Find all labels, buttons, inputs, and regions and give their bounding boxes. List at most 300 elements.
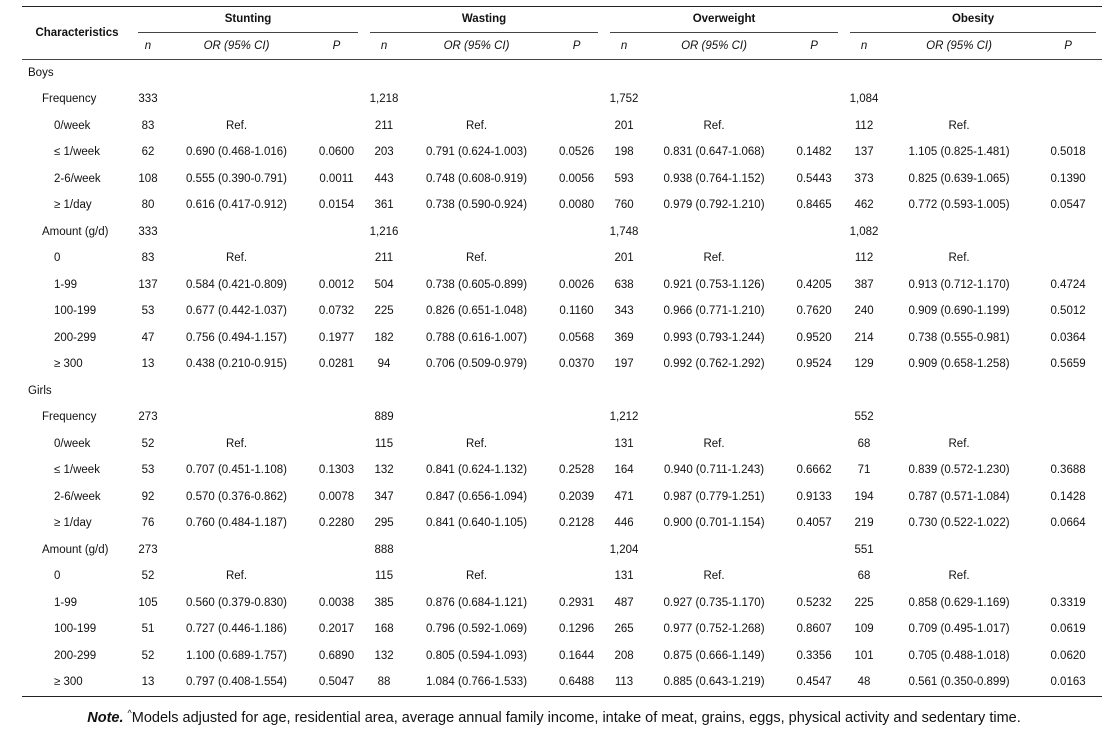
n-cell: 53 — [141, 305, 155, 318]
or-cell: 0.709 (0.495-1.017) — [908, 623, 1010, 636]
p-cell — [549, 219, 604, 246]
p-cell — [549, 113, 604, 140]
n-cell: 1,084 — [849, 93, 879, 106]
n-cell: 132 — [374, 649, 394, 662]
n-cell — [132, 378, 164, 405]
n-cell: 129 — [854, 358, 874, 371]
p-cell: 0.0011 — [319, 172, 354, 185]
n-cell: 13 — [141, 358, 155, 371]
n-cell: 471 — [614, 490, 634, 503]
subheader-p: P — [549, 33, 604, 60]
table-row — [22, 166, 1102, 193]
n-cell: 552 — [854, 411, 874, 424]
p-cell: 0.6488 — [549, 670, 604, 697]
n-cell: 80 — [141, 199, 155, 212]
or-cell: 0.748 (0.608-0.919) — [426, 172, 528, 185]
table-row — [22, 458, 1102, 485]
n-cell: 13 — [132, 670, 164, 697]
p-cell: 0.0526 — [558, 146, 595, 159]
p-cell — [1034, 60, 1102, 87]
or-cell: 0.756 (0.494-1.157) — [185, 331, 288, 344]
or-cell: 0.831 (0.647-1.068) — [663, 146, 765, 159]
p-cell: 0.1296 — [558, 623, 595, 636]
n-cell: 273 — [138, 411, 158, 424]
p-cell — [309, 431, 364, 458]
or-cell: 0.979 (0.792-1.210) — [663, 199, 765, 212]
table-row — [22, 564, 1102, 591]
or-cell: 0.616 (0.417-0.912) — [185, 199, 288, 212]
p-cell: 0.0568 — [558, 331, 595, 344]
or-cell — [884, 87, 1034, 114]
subheader-or: OR (95% CI) — [164, 33, 309, 60]
n-cell: 197 — [614, 358, 634, 371]
n-cell — [364, 378, 404, 405]
or-cell: 0.705 (0.488-1.018) — [908, 649, 1010, 662]
n-cell: 132 — [374, 464, 394, 477]
p-cell — [309, 378, 364, 405]
or-cell: 0.921 (0.753-1.126) — [663, 278, 765, 291]
p-cell: 0.0732 — [318, 305, 355, 318]
or-cell: Ref. — [465, 570, 488, 583]
p-cell: 0.5018 — [1050, 146, 1086, 159]
header-row-subheaders — [22, 33, 1102, 60]
row-label: 100-199 — [54, 623, 97, 636]
or-cell — [404, 60, 549, 87]
or-cell — [404, 87, 549, 114]
n-cell: 487 — [614, 596, 634, 609]
p-cell: 0.0620 — [1050, 649, 1086, 662]
group-header-stunting — [132, 7, 364, 34]
note-marker: ^ — [127, 708, 132, 718]
table-note — [0, 708, 1108, 726]
or-cell: Ref. — [948, 570, 970, 583]
subheader-n: n — [364, 33, 404, 60]
or-cell: 0.560 (0.379-0.830) — [185, 596, 288, 609]
or-cell: 1.100 (0.689-1.757) — [185, 649, 288, 662]
n-cell: 203 — [374, 146, 394, 159]
n-cell: 214 — [854, 331, 874, 344]
row-label: Amount (g/d) — [42, 225, 109, 238]
or-cell: Ref. — [465, 119, 488, 132]
or-cell — [644, 87, 784, 114]
or-cell — [644, 537, 784, 564]
or-cell — [884, 60, 1034, 87]
p-cell — [784, 219, 844, 246]
or-cell: 0.858 (0.629-1.169) — [908, 596, 1010, 609]
p-cell: 0.3688 — [1050, 464, 1086, 477]
n-cell: 83 — [141, 252, 155, 265]
or-cell: 0.839 (0.572-1.230) — [908, 464, 1010, 477]
p-cell — [784, 431, 844, 458]
p-cell: 0.2128 — [558, 517, 595, 530]
n-cell: 347 — [374, 490, 394, 503]
group-header-wasting — [364, 7, 604, 34]
n-cell: 593 — [614, 172, 634, 185]
n-cell: 265 — [614, 623, 634, 636]
p-cell: 0.0370 — [558, 358, 595, 371]
n-cell: 137 — [138, 278, 158, 291]
n-cell: 137 — [854, 146, 874, 159]
or-cell: 0.992 (0.762-1.292) — [663, 358, 765, 371]
or-cell: 0.796 (0.592-1.069) — [426, 623, 528, 636]
n-cell: 115 — [374, 437, 394, 450]
row-label: Frequency — [42, 411, 97, 424]
or-cell: 0.966 (0.771-1.210) — [663, 305, 765, 318]
n-cell: 1,082 — [849, 225, 879, 238]
results-table — [22, 6, 1102, 697]
table-row — [22, 670, 1102, 697]
n-cell — [604, 378, 644, 405]
row-label: Amount (g/d) — [42, 543, 109, 556]
or-cell: Ref. — [948, 119, 970, 132]
n-cell: 198 — [614, 146, 634, 159]
n-cell: 76 — [141, 517, 155, 530]
p-cell: 0.0154 — [318, 199, 355, 212]
n-cell: 387 — [854, 278, 874, 291]
or-cell: 0.706 (0.509-0.979) — [426, 358, 528, 371]
or-cell: 0.561 (0.350-0.899) — [884, 670, 1034, 697]
n-cell: 333 — [138, 225, 158, 238]
p-cell: 0.1977 — [318, 331, 355, 344]
p-cell: 0.4205 — [796, 278, 832, 291]
or-cell: 0.760 (0.484-1.187) — [185, 517, 288, 530]
n-cell: 1,752 — [609, 93, 639, 106]
table-row — [22, 511, 1102, 538]
or-cell — [644, 405, 784, 432]
p-cell — [309, 405, 364, 432]
or-cell: 0.555 (0.390-0.791) — [185, 172, 288, 185]
n-cell: 225 — [374, 305, 394, 318]
or-cell: 0.940 (0.711-1.243) — [663, 464, 765, 477]
row-label: 0 — [54, 570, 61, 583]
p-cell — [1034, 431, 1102, 458]
or-cell: 0.738 (0.590-0.924) — [426, 199, 528, 212]
header-row-groups — [22, 7, 1102, 34]
characteristics-header: Characteristics — [22, 7, 132, 60]
n-cell: 208 — [614, 649, 634, 662]
subheader-n: n — [132, 33, 164, 60]
or-cell: 0.570 (0.376-0.862) — [185, 490, 288, 503]
or-cell: 0.900 (0.701-1.154) — [663, 517, 765, 530]
row-label: 0 — [54, 252, 61, 265]
or-cell: 0.584 (0.421-0.809) — [185, 278, 288, 291]
group-header-overweight — [604, 7, 844, 34]
row-label: ≥ 300 — [22, 670, 132, 697]
row-label: Frequency — [42, 93, 97, 106]
or-cell — [164, 87, 309, 114]
p-cell — [549, 378, 604, 405]
p-cell — [1034, 564, 1102, 591]
p-cell: 0.2039 — [558, 490, 595, 503]
section-label: Boys — [28, 66, 54, 79]
or-cell: Ref. — [225, 252, 248, 265]
or-cell: 0.913 (0.712-1.170) — [908, 278, 1010, 291]
group-header-label: Stunting — [138, 7, 358, 33]
n-cell: 92 — [141, 490, 155, 503]
p-cell: 0.9133 — [796, 490, 832, 503]
p-cell — [549, 431, 604, 458]
n-cell: 333 — [138, 93, 158, 106]
or-cell: Ref. — [465, 252, 488, 265]
n-cell: 131 — [614, 437, 634, 450]
or-cell: 0.787 (0.571-1.084) — [908, 490, 1010, 503]
table-row — [22, 643, 1102, 670]
subheader-p: P — [309, 33, 364, 60]
n-cell: 385 — [374, 596, 394, 609]
n-cell: 47 — [141, 331, 155, 344]
section-label: Girls — [28, 384, 52, 397]
row-label: 200-299 — [54, 331, 97, 344]
n-cell: 225 — [854, 596, 874, 609]
n-cell: 108 — [138, 172, 158, 185]
table-row — [22, 325, 1102, 352]
n-cell: 443 — [374, 172, 394, 185]
p-cell: 0.0026 — [558, 278, 595, 291]
or-cell — [164, 219, 309, 246]
n-cell — [844, 378, 884, 405]
n-cell: 201 — [614, 252, 634, 265]
or-cell: 0.987 (0.779-1.251) — [663, 490, 765, 503]
p-cell: 0.2528 — [558, 464, 595, 477]
or-cell: 0.791 (0.624-1.003) — [426, 146, 528, 159]
or-cell — [164, 405, 309, 432]
or-cell: 0.730 (0.522-1.022) — [908, 517, 1010, 530]
row-label: 1-99 — [54, 596, 78, 609]
or-cell: 0.738 (0.555-0.981) — [908, 331, 1010, 344]
n-cell: 53 — [141, 464, 155, 477]
or-cell: 0.727 (0.446-1.186) — [185, 623, 288, 636]
p-cell: 0.5012 — [1050, 305, 1086, 318]
subheader-or: OR (95% CI) — [644, 33, 784, 60]
p-cell: 0.0038 — [318, 596, 355, 609]
subheader-or: OR (95% CI) — [884, 33, 1034, 60]
n-cell: 109 — [854, 623, 874, 636]
table-row — [22, 405, 1102, 432]
n-cell: 295 — [374, 517, 394, 530]
n-cell: 551 — [854, 543, 874, 556]
p-cell: 0.0600 — [318, 146, 355, 159]
n-cell: 113 — [604, 670, 644, 697]
p-cell: 0.3319 — [1050, 596, 1086, 609]
n-cell: 369 — [614, 331, 634, 344]
p-cell: 0.6890 — [318, 649, 355, 662]
n-cell: 373 — [854, 172, 874, 185]
table-row — [22, 140, 1102, 167]
p-cell — [784, 246, 844, 273]
n-cell: 462 — [854, 199, 874, 212]
n-cell: 52 — [141, 570, 155, 583]
or-cell — [164, 378, 309, 405]
or-cell: 0.876 (0.684-1.121) — [426, 596, 528, 609]
p-cell — [784, 87, 844, 114]
n-cell: 115 — [374, 570, 394, 583]
group-header-label: Wasting — [370, 7, 598, 33]
n-cell: 164 — [614, 464, 634, 477]
p-cell — [549, 246, 604, 273]
table-row — [22, 617, 1102, 644]
n-cell: 504 — [374, 278, 394, 291]
p-cell — [309, 113, 364, 140]
p-cell — [309, 564, 364, 591]
table-row — [22, 484, 1102, 511]
n-cell: 88 — [364, 670, 404, 697]
subheader-p: P — [1034, 33, 1102, 60]
p-cell: 0.1390 — [1050, 172, 1086, 185]
p-cell — [549, 537, 604, 564]
or-cell: 1.084 (0.766-1.533) — [404, 670, 549, 697]
p-cell: 0.9524 — [796, 358, 832, 371]
or-cell — [884, 378, 1034, 405]
n-cell: 889 — [374, 411, 394, 424]
n-cell: 1,216 — [369, 225, 399, 238]
or-cell: Ref. — [465, 437, 488, 450]
n-cell: 1,218 — [369, 93, 399, 106]
n-cell: 168 — [374, 623, 394, 636]
n-cell: 201 — [614, 119, 634, 132]
n-cell: 62 — [141, 146, 155, 159]
p-cell: 0.2931 — [558, 596, 595, 609]
p-cell: 0.2280 — [318, 517, 355, 530]
n-cell: 638 — [614, 278, 634, 291]
or-cell — [884, 219, 1034, 246]
p-cell: 0.0056 — [558, 172, 595, 185]
row-label: ≥ 1/day — [54, 199, 92, 212]
or-cell: 0.847 (0.656-1.094) — [426, 490, 528, 503]
or-cell: Ref. — [225, 119, 248, 132]
n-cell — [604, 60, 644, 87]
p-cell: 0.1160 — [559, 305, 594, 318]
or-cell: 0.690 (0.468-1.016) — [185, 146, 288, 159]
subheader-n: n — [604, 33, 644, 60]
p-cell — [1034, 219, 1102, 246]
p-cell: 0.4547 — [784, 670, 844, 697]
n-cell: 112 — [854, 252, 874, 265]
row-label: 2-6/week — [54, 172, 101, 185]
n-cell: 68 — [857, 437, 871, 450]
table-body — [22, 60, 1102, 697]
row-label: ≥ 300 — [54, 358, 83, 371]
note-text: Models adjusted for age, residential area, average annual family income, intake of meat, grains, eggs, physical activity and sedentary time. — [131, 709, 1021, 726]
p-cell: 0.8607 — [796, 623, 832, 636]
or-cell: 0.909 (0.690-1.199) — [908, 305, 1010, 318]
n-cell: 101 — [854, 649, 874, 662]
row-label: 100-199 — [54, 305, 97, 318]
n-cell: 1,748 — [609, 225, 639, 238]
p-cell: 0.0619 — [1050, 623, 1086, 636]
or-cell: 0.438 (0.210-0.915) — [185, 358, 288, 371]
p-cell: 0.7620 — [796, 305, 832, 318]
or-cell: 0.826 (0.651-1.048) — [426, 305, 528, 318]
p-cell — [1034, 378, 1102, 405]
n-cell: 52 — [141, 437, 155, 450]
n-cell: 83 — [141, 119, 155, 132]
p-cell — [1034, 405, 1102, 432]
p-cell — [784, 405, 844, 432]
subheader-or: OR (95% CI) — [404, 33, 549, 60]
p-cell: 0.6662 — [796, 464, 832, 477]
p-cell: 0.4057 — [796, 517, 832, 530]
p-cell — [549, 564, 604, 591]
p-cell: 0.0163 — [1034, 670, 1102, 697]
or-cell: 0.841 (0.624-1.132) — [426, 464, 528, 477]
n-cell: 446 — [614, 517, 634, 530]
n-cell: 105 — [138, 596, 158, 609]
or-cell: 0.875 (0.666-1.149) — [663, 649, 765, 662]
or-cell: Ref. — [703, 570, 725, 583]
or-cell — [164, 537, 309, 564]
table-row — [22, 272, 1102, 299]
row-label: 1-99 — [54, 278, 78, 291]
p-cell: 0.8465 — [796, 199, 832, 212]
p-cell — [309, 219, 364, 246]
p-cell: 0.0664 — [1050, 517, 1086, 530]
group-header-label: Obesity — [850, 7, 1096, 33]
n-cell: 219 — [854, 517, 874, 530]
or-cell: Ref. — [948, 437, 970, 450]
p-cell: 0.5047 — [309, 670, 364, 697]
or-cell — [404, 219, 549, 246]
p-cell — [1034, 537, 1102, 564]
or-cell: 0.797 (0.408-1.554) — [164, 670, 309, 697]
n-cell: 211 — [374, 119, 394, 132]
p-cell: 0.1428 — [1050, 490, 1086, 503]
p-cell — [1034, 87, 1102, 114]
or-cell: 0.825 (0.639-1.065) — [908, 172, 1010, 185]
or-cell: 0.927 (0.735-1.170) — [663, 596, 765, 609]
group-header-obesity — [844, 7, 1102, 34]
n-cell: 48 — [844, 670, 884, 697]
n-cell: 361 — [374, 199, 394, 212]
n-cell: 194 — [854, 490, 874, 503]
note-label: Note. — [87, 709, 124, 726]
or-cell — [164, 60, 309, 87]
p-cell — [549, 60, 604, 87]
p-cell: 0.0080 — [558, 199, 595, 212]
or-cell — [404, 405, 549, 432]
or-cell: 0.805 (0.594-1.093) — [426, 649, 528, 662]
or-cell — [644, 378, 784, 405]
table-row — [22, 431, 1102, 458]
p-cell: 0.2017 — [318, 623, 355, 636]
or-cell — [884, 537, 1034, 564]
p-cell: 0.3356 — [796, 649, 832, 662]
p-cell: 0.0281 — [318, 358, 355, 371]
subheader-n: n — [844, 33, 884, 60]
p-cell — [1034, 113, 1102, 140]
n-cell — [364, 60, 404, 87]
table-row — [22, 87, 1102, 114]
group-header-label: Overweight — [610, 7, 838, 33]
p-cell — [1034, 246, 1102, 273]
or-cell: 1.105 (0.825-1.481) — [908, 146, 1010, 159]
p-cell: 0.5443 — [796, 172, 832, 185]
p-cell — [784, 378, 844, 405]
p-cell: 0.4724 — [1050, 278, 1086, 291]
table-row — [22, 352, 1102, 379]
or-cell: Ref. — [225, 437, 248, 450]
n-cell: 182 — [374, 331, 394, 344]
p-cell: 0.0012 — [318, 278, 355, 291]
p-cell — [784, 60, 844, 87]
table-row — [22, 113, 1102, 140]
or-cell — [644, 60, 784, 87]
table-section-row — [22, 60, 1102, 87]
n-cell: 52 — [141, 649, 155, 662]
p-cell: 0.5659 — [1050, 358, 1086, 371]
row-label: 0/week — [54, 119, 91, 132]
or-cell — [884, 405, 1034, 432]
p-cell — [549, 405, 604, 432]
